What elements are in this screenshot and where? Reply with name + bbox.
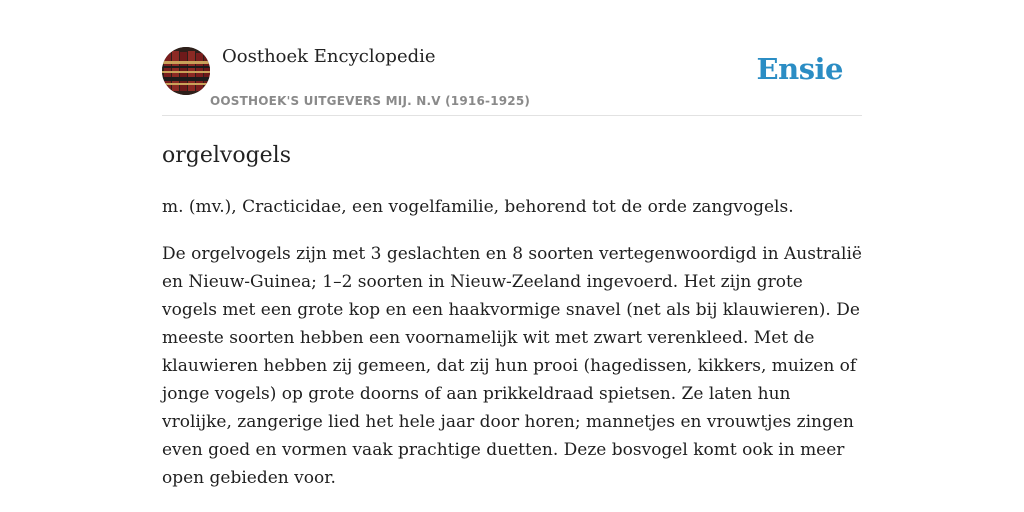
- brand-logo[interactable]: Ensie: [756, 52, 843, 86]
- entry-body: De orgelvogels zijn met 3 geslachten en 8 soorten vertegenwoordigd in Australië en Nieuw-Guinea; 1–2 soorten in Nieuw-Zeeland ingevoerd. Het zijn grote vogels met een grote kop en een haakvormige snavel (net als bij klauwieren). De meeste soorten hebben een voornamelijk wit met zwart verenkleed. Met de klauwieren hebben zij gemeen, dat zij hun prooi (hagedissen, kikkers, muizen of jonge vogels) op grote doorns of aan prikkeldraad spietsen. Ze laten hun vrolijke, zangerige lied het hele jaar door horen; mannetjes en vrouwtjes zingen even goed en vormen vaak prachtige duetten. Deze bosvogel komt ook in meer open gebieden voor.: [162, 244, 862, 488]
- source-subtitle: OOSTHOEK'S UITGEVERS MIJ. N.V (1916-1925): [210, 94, 531, 108]
- source-header: [162, 40, 862, 116]
- source-title[interactable]: Oosthoek Encyclopedie: [222, 46, 436, 67]
- entry-title: orgelvogels: [162, 143, 292, 168]
- encyclopedia-books-icon[interactable]: [162, 47, 210, 95]
- entry-definition: m. (mv.), Cracticidae, een vogelfamilie, behorend tot de orde zangvogels.: [162, 197, 794, 217]
- entry-card: [162, 40, 862, 492]
